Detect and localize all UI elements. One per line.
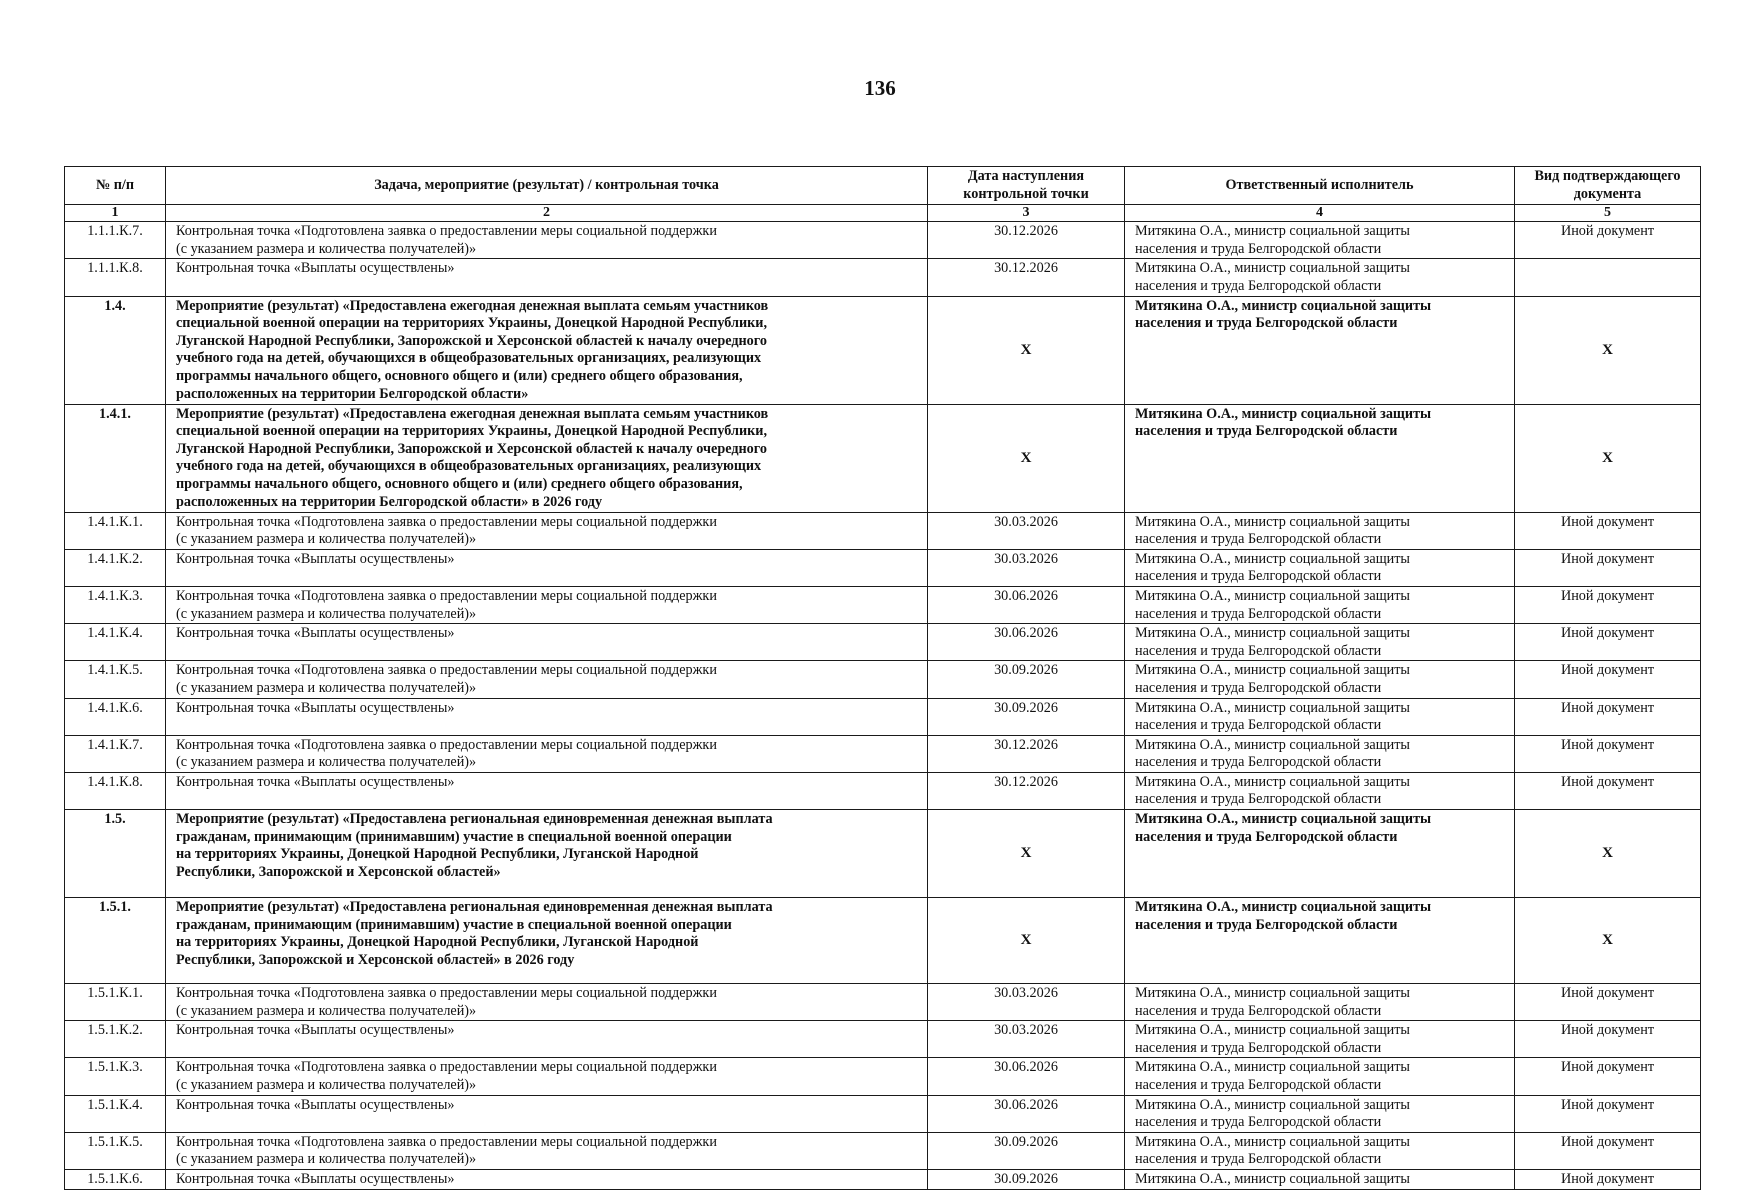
responsible-person [1125,898,1515,984]
responsible-line: Митякина О.А., министр социальной защиты [1135,1059,1410,1076]
document-type: Иной документ [1515,698,1701,735]
row-number: 1.4.1.К.3. [65,586,166,623]
control-date: 30.06.2026 [928,1058,1125,1095]
column-number: 4 [1125,205,1515,222]
header-doc-type: Вид подтверждающего документа [1515,167,1701,205]
document-type: Иной документ [1515,1095,1701,1132]
responsible-line: Митякина О.А., министр социальной защиты [1135,662,1410,679]
header-responsible: Ответственный исполнитель [1125,167,1515,205]
task-line: (с указанием размера и количества получателей)» [176,754,477,771]
task-description [166,898,928,984]
task-line: (с указанием размера и количества получателей)» [176,679,477,696]
responsible-person [1125,735,1515,772]
task-line: Луганской Народной Республики, Запорожской и Херсонской областей к началу очередного [176,440,767,457]
responsible-person [1125,222,1515,259]
responsible-person [1125,1132,1515,1169]
task-line: (с указанием размера и количества получателей)» [176,1002,477,1019]
document-type: Иной документ [1515,1170,1701,1190]
table-row [65,1170,1701,1190]
row-number: 1.4.1.К.8. [65,772,166,809]
task-description [166,1021,928,1058]
responsible-line: населения и труда Белгородской области [1135,791,1382,808]
responsible-line: Митякина О.А., министр социальной защиты [1135,1022,1410,1039]
task-line: специальной военной операции на территориях Украины, Донецкой Народной Республики, [176,315,768,332]
row-number: 1.5.1.К.6. [65,1170,166,1190]
table-row [65,772,1701,809]
task-description [166,586,928,623]
document-type: Иной документ [1515,512,1701,549]
task-line: Мероприятие (результат) «Предоставлена ежегодная денежная выплата семьям участников [176,297,769,314]
responsible-person [1125,661,1515,698]
responsible-person [1125,810,1515,898]
task-line: Контрольная точка «Выплаты осуществлены» [176,625,455,642]
responsible-line: Митякина О.А., министр социальной защиты [1135,811,1432,828]
responsible-line: Митякина О.А., министр социальной защиты [1135,1096,1410,1113]
document-type: X [1515,810,1701,898]
responsible-person [1125,296,1515,404]
task-line: (с указанием размера и количества получателей)» [176,240,477,257]
task-line: Контрольная точка «Выплаты осуществлены» [176,1096,455,1113]
control-date: 30.09.2026 [928,1132,1125,1169]
responsible-line: населения и труда Белгородской области [1135,679,1382,696]
responsible-line: населения и труда Белгородской области [1135,568,1382,585]
table-row [65,296,1701,404]
task-line: специальной военной операции на территориях Украины, Донецкой Народной Республики, [176,423,768,440]
task-line: (с указанием размера и количества получателей)» [176,531,477,548]
row-number: 1.1.1.К.7. [65,222,166,259]
responsible-person [1125,772,1515,809]
row-number: 1.5.1.К.2. [65,1021,166,1058]
row-number: 1.1.1.К.8. [65,259,166,296]
responsible-line: населения и труда Белгородской области [1135,605,1382,622]
task-description [166,296,928,404]
document-type: Иной документ [1515,222,1701,259]
task-description [166,735,928,772]
control-date: 30.09.2026 [928,1170,1125,1190]
page-number: 136 [864,76,896,100]
document-type: X [1515,296,1701,404]
document-type [1515,259,1701,296]
task-line: гражданам, принимающим (принимавшим) участие в специальной военной операции [176,916,732,933]
task-line: Контрольная точка «Подготовлена заявка о предоставлении меры социальной поддержки [176,1133,717,1150]
task-line: на территориях Украины, Донецкой Народной Республики, Луганской Народной [176,846,699,863]
control-date: 30.06.2026 [928,1095,1125,1132]
responsible-person [1125,549,1515,586]
document-type: Иной документ [1515,984,1701,1021]
document-type: Иной документ [1515,1132,1701,1169]
task-description [166,984,928,1021]
task-line: на территориях Украины, Донецкой Народной Республики, Луганской Народной [176,934,699,951]
task-line: (с указанием размера и количества получателей)» [176,1077,477,1094]
task-line: Контрольная точка «Выплаты осуществлены» [176,260,455,277]
table-row [65,624,1701,661]
column-number: 1 [65,205,166,222]
responsible-line: населения и труда Белгородской области [1135,1077,1382,1094]
responsible-person [1125,1058,1515,1095]
responsible-person [1125,698,1515,735]
header-task: Задача, мероприятие (результат) / контрольная точка [166,167,928,205]
document-type: Иной документ [1515,1021,1701,1058]
responsible-line: населения и труда Белгородской области [1135,828,1398,845]
column-number: 5 [1515,205,1701,222]
task-description [166,1170,928,1190]
responsible-line: Митякина О.А., министр социальной защиты [1135,1133,1410,1150]
header-date: Дата наступления контрольной точки [928,167,1125,205]
document-type: Иной документ [1515,549,1701,586]
control-date: X [928,296,1125,404]
task-description [166,512,928,549]
task-description [166,549,928,586]
row-number: 1.5. [65,810,166,898]
responsible-line: населения и труда Белгородской области [1135,1114,1382,1131]
document-type: Иной документ [1515,661,1701,698]
responsible-line: Митякина О.А., министр социальной защиты [1135,513,1410,530]
task-line: Контрольная точка «Выплаты осуществлены» [176,1022,455,1039]
responsible-line: Митякина О.А., министр социальной защиты [1135,625,1410,642]
responsible-line: населения и труда Белгородской области [1135,531,1382,548]
task-line: Контрольная точка «Подготовлена заявка о предоставлении меры социальной поддержки [176,662,717,679]
table-row [65,586,1701,623]
responsible-line: населения и труда Белгородской области [1135,423,1398,440]
task-description [166,259,928,296]
responsible-line: населения и труда Белгородской области [1135,642,1382,659]
row-number: 1.5.1.К.3. [65,1058,166,1095]
document-type: Иной документ [1515,624,1701,661]
task-line: программы начального общего, основного общего и (или) среднего общего образования, [176,475,743,492]
table-row [65,661,1701,698]
control-date: 30.03.2026 [928,1021,1125,1058]
task-line: расположенных на территории Белгородской области» [176,385,529,402]
task-line: Контрольная точка «Выплаты осуществлены» [176,550,455,567]
column-number-row [65,205,1701,222]
task-line: (с указанием размера и количества получателей)» [176,1151,477,1168]
task-description [166,624,928,661]
responsible-line: населения и труда Белгородской области [1135,1002,1382,1019]
task-line: Контрольная точка «Подготовлена заявка о предоставлении меры социальной поддержки [176,985,717,1002]
task-description [166,404,928,512]
responsible-person [1125,259,1515,296]
responsible-line: Митякина О.А., министр социальной защиты [1135,1171,1410,1187]
responsible-line: населения и труда Белгородской области [1135,717,1382,734]
document-type: X [1515,898,1701,984]
control-date: 30.09.2026 [928,661,1125,698]
row-number: 1.4.1.К.4. [65,624,166,661]
table-row [65,984,1701,1021]
responsible-person [1125,404,1515,512]
task-line: гражданам, принимающим (принимавшим) участие в специальной военной операции [176,828,732,845]
task-line: Мероприятие (результат) «Предоставлена ежегодная денежная выплата семьям участников [176,405,769,422]
column-number: 3 [928,205,1125,222]
responsible-line: Митякина О.А., министр социальной защиты [1135,297,1432,314]
column-number: 2 [166,205,928,222]
table-row [65,549,1701,586]
responsible-person [1125,512,1515,549]
task-line: Контрольная точка «Выплаты осуществлены» [176,1171,455,1187]
responsible-person [1125,1021,1515,1058]
document-type: X [1515,404,1701,512]
task-description [166,1095,928,1132]
task-line: расположенных на территории Белгородской области» в 2026 году [176,493,603,510]
responsible-line: Митякина О.А., министр социальной защиты [1135,985,1410,1002]
table-row [65,735,1701,772]
responsible-line: населения и труда Белгородской области [1135,1039,1382,1056]
task-line: Мероприятие (результат) «Предоставлена региональная единовременная денежная выплата [176,811,773,828]
control-date: X [928,404,1125,512]
responsible-person [1125,586,1515,623]
responsible-line: населения и труда Белгородской области [1135,315,1398,332]
document-type: Иной документ [1515,735,1701,772]
row-number: 1.4.1. [65,404,166,512]
row-number: 1.4.1.К.6. [65,698,166,735]
row-number: 1.4.1.К.5. [65,661,166,698]
control-points-table [64,166,1701,1190]
document-type: Иной документ [1515,772,1701,809]
responsible-line: Митякина О.А., министр социальной защиты [1135,736,1410,753]
task-line: Контрольная точка «Выплаты осуществлены» [176,773,455,790]
responsible-line: населения и труда Белгородской области [1135,277,1382,294]
task-description [166,1132,928,1169]
row-number: 1.4.1.К.2. [65,549,166,586]
task-line: Мероприятие (результат) «Предоставлена региональная единовременная денежная выплата [176,899,773,916]
task-description [166,698,928,735]
row-number: 1.5.1. [65,898,166,984]
control-date: 30.12.2026 [928,735,1125,772]
task-line: Республики, Запорожской и Херсонской областей» в 2026 году [176,951,575,968]
task-description [166,222,928,259]
task-line: Контрольная точка «Подготовлена заявка о предоставлении меры социальной поддержки [176,736,717,753]
task-line: Контрольная точка «Подготовлена заявка о предоставлении меры социальной поддержки [176,513,717,530]
control-date: X [928,898,1125,984]
control-date: 30.09.2026 [928,698,1125,735]
task-description [166,661,928,698]
task-line: Контрольная точка «Подготовлена заявка о предоставлении меры социальной поддержки [176,587,717,604]
table-row [65,404,1701,512]
responsible-person [1125,1170,1515,1190]
header-num: № п/п [65,167,166,205]
row-number: 1.5.1.К.1. [65,984,166,1021]
task-description [166,772,928,809]
control-date: 30.03.2026 [928,984,1125,1021]
table-row [65,259,1701,296]
responsible-line: населения и труда Белгородской области [1135,1151,1382,1168]
responsible-line: Митякина О.А., министр социальной защиты [1135,405,1432,422]
task-line: Контрольная точка «Выплаты осуществлены» [176,699,455,716]
responsible-line: населения и труда Белгородской области [1135,240,1382,257]
table-body [65,222,1701,1190]
task-line: программы начального общего, основного общего и (или) среднего общего образования, [176,367,743,384]
control-date: 30.12.2026 [928,259,1125,296]
table-row [65,512,1701,549]
control-date: 30.06.2026 [928,586,1125,623]
table-row [65,1058,1701,1095]
row-number: 1.4. [65,296,166,404]
table-row [65,1095,1701,1132]
task-line: Контрольная точка «Подготовлена заявка о предоставлении меры социальной поддержки [176,223,717,240]
responsible-line: Митякина О.А., министр социальной защиты [1135,260,1410,277]
responsible-line: Митякина О.А., министр социальной защиты [1135,587,1410,604]
control-date: 30.03.2026 [928,512,1125,549]
table-row [65,1132,1701,1169]
task-line: Луганской Народной Республики, Запорожской и Херсонской областей к началу очередного [176,332,767,349]
row-number: 1.4.1.К.1. [65,512,166,549]
task-description [166,810,928,898]
table-row [65,810,1701,898]
row-number: 1.5.1.К.5. [65,1132,166,1169]
control-date: 30.03.2026 [928,549,1125,586]
task-line: учебного года на детей, обучающихся в общеобразовательных организациях, реализующих [176,458,762,475]
document-type: Иной документ [1515,1058,1701,1095]
responsible-person [1125,624,1515,661]
responsible-line: Митякина О.А., министр социальной защиты [1135,223,1410,240]
row-number: 1.5.1.К.4. [65,1095,166,1132]
responsible-line: населения и труда Белгородской области [1135,916,1398,933]
task-line: (с указанием размера и количества получателей)» [176,605,477,622]
responsible-line: Митякина О.А., министр социальной защиты [1135,550,1410,567]
control-date: 30.12.2026 [928,772,1125,809]
task-line: Контрольная точка «Подготовлена заявка о предоставлении меры социальной поддержки [176,1059,717,1076]
control-date: 30.06.2026 [928,624,1125,661]
control-date: 30.12.2026 [928,222,1125,259]
document-type: Иной документ [1515,586,1701,623]
responsible-person [1125,1095,1515,1132]
row-number: 1.4.1.К.7. [65,735,166,772]
control-points-table-wrapper [64,166,1700,1190]
responsible-line: Митякина О.А., министр социальной защиты [1135,773,1410,790]
task-line: учебного года на детей, обучающихся в общеобразовательных организациях, реализующих [176,350,762,367]
header-row [65,167,1701,205]
table-row [65,1021,1701,1058]
responsible-line: Митякина О.А., министр социальной защиты [1135,699,1410,716]
task-description [166,1058,928,1095]
table-row [65,222,1701,259]
responsible-person [1125,984,1515,1021]
responsible-line: Митякина О.А., министр социальной защиты [1135,899,1432,916]
table-row [65,898,1701,984]
table-row [65,698,1701,735]
responsible-line: населения и труда Белгородской области [1135,754,1382,771]
control-date: X [928,810,1125,898]
table-header [65,167,1701,222]
task-line: Республики, Запорожской и Херсонской областей» [176,863,501,880]
